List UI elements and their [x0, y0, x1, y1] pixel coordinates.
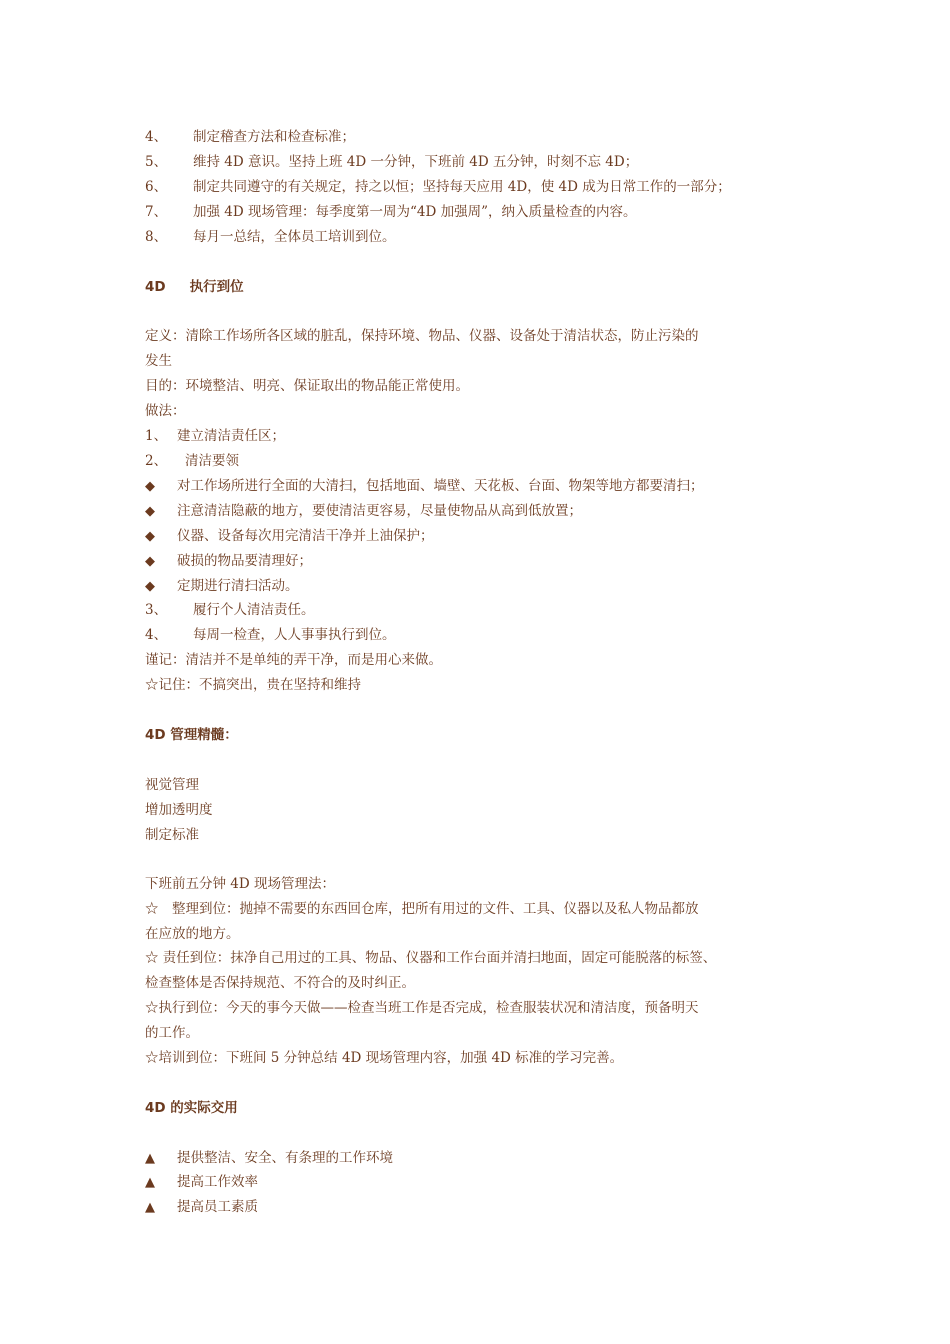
step-item: [145, 601, 315, 619]
list-number: 6、: [145, 179, 168, 195]
step-item: [145, 452, 239, 470]
usage-item: [145, 1149, 393, 1168]
section-heading-execution: [145, 278, 244, 296]
section-heading-usage: 4D 的实际交用: [145, 1100, 238, 1116]
step-item: [145, 626, 396, 644]
list-number: 8、: [145, 229, 168, 245]
bullet-text: 对工作场所进行全面的大清扫，包括地面、墙壁、天花板、台面、物架等地方都要清扫；: [177, 478, 704, 494]
step-text: 建立清洁责任区；: [177, 428, 285, 444]
reminder-line: ☆记住：不搞突出，贵在坚持和维持: [145, 677, 361, 693]
method-paragraph: ☆培训到位：下班间 5 分钟总结 4D 现场管理内容，加强 4D 标准的学习完善。: [145, 1050, 624, 1066]
method-paragraph: ☆执行到位：今天的事今天做——检查当班工作是否完成，检查服装状况和清洁度，预备明天: [145, 1000, 699, 1016]
triangle-bullet-icon: ▲: [145, 1151, 155, 1166]
bullet-text: 破损的物品要清理好；: [177, 553, 312, 569]
step-number: 1、: [145, 428, 168, 444]
essence-item: 增加透明度: [145, 802, 213, 818]
bullet-item: [145, 552, 312, 571]
bullet-item: [145, 502, 582, 521]
essence-item: 制定标准: [145, 827, 199, 843]
list-text: 维持 4D 意识。坚持上班 4D 一分钟，下班前 4D 五分钟，时刻不忘 4D；: [193, 154, 639, 170]
heading-title: 执行到位: [189, 279, 244, 295]
step-number: 4、: [145, 627, 168, 643]
step-number: 2、: [145, 453, 168, 469]
list-item: [145, 128, 355, 146]
step-text: 每周一检查，人人事事执行到位。: [193, 627, 396, 643]
diamond-bullet-icon: ◆: [145, 504, 155, 519]
list-number: 7、: [145, 204, 168, 220]
usage-text: 提高员工素质: [177, 1199, 258, 1215]
list-item: [145, 203, 637, 221]
list-item: [145, 228, 396, 246]
triangle-bullet-icon: ▲: [145, 1175, 155, 1190]
list-number: 5、: [145, 154, 168, 170]
list-item: [145, 178, 731, 196]
usage-item: [145, 1198, 258, 1217]
list-item: [145, 153, 638, 171]
triangle-bullet-icon: ▲: [145, 1200, 155, 1215]
method-intro: 下班前五分钟 4D 现场管理法：: [145, 876, 335, 892]
bullet-text: 注意清洁隐蔽的地方，要使清洁更容易，尽量使物品从高到低放置；: [177, 503, 582, 519]
definition-line: 定义：清除工作场所各区域的脏乱，保持环境、物品、仪器、设备处于清洁状态，防止污染的: [145, 328, 699, 344]
method-paragraph-cont: 在应放的地方。: [145, 926, 240, 942]
method-paragraph-cont: 的工作。: [145, 1025, 199, 1041]
step-text: 清洁要领: [185, 453, 239, 469]
list-text: 制定稽查方法和检查标准；: [193, 129, 355, 145]
diamond-bullet-icon: ◆: [145, 554, 155, 569]
method-paragraph-cont: 检查整体是否保持规范、不符合的及时纠正。: [145, 975, 415, 991]
list-text: 制定共同遵守的有关规定，持之以恒；坚持每天应用 4D，使 4D 成为日常工作的一部分；: [193, 179, 731, 195]
section-heading-essence: 4D 管理精髓：: [145, 727, 238, 743]
bullet-item: [145, 477, 704, 496]
diamond-bullet-icon: ◆: [145, 529, 155, 544]
usage-item: [145, 1173, 258, 1192]
list-text: 每月一总结，全体员工培训到位。: [193, 229, 396, 245]
step-number: 3、: [145, 602, 168, 618]
method-label: 做法：: [145, 403, 186, 419]
usage-text: 提高工作效率: [177, 1174, 258, 1190]
list-number: 4、: [145, 129, 168, 145]
method-paragraph: ☆ 责任到位：抹净自己用过的工具、物品、仪器和工作台面并清扫地面，固定可能脱落的标签、: [145, 950, 717, 966]
definition-line-cont: 发生: [145, 353, 172, 369]
bullet-item: [145, 527, 434, 546]
bullet-text: 仪器、设备每次用完清洁干净并上油保护；: [177, 528, 434, 544]
method-paragraph: ☆ 整理到位：抛掉不需要的东西回仓库，把所有用过的文件、工具、仪器以及私人物品都放: [145, 901, 699, 917]
heading-prefix: 4D: [145, 279, 166, 295]
bullet-text: 定期进行清扫活动。: [177, 578, 299, 594]
diamond-bullet-icon: ◆: [145, 579, 155, 594]
list-text: 加强 4D 现场管理：每季度第一周为“4D 加强周”，纳入质量检查的内容。: [193, 204, 637, 220]
essence-item: 视觉管理: [145, 777, 199, 793]
purpose-line: 目的：环境整洁、明亮、保证取出的物品能正常使用。: [145, 378, 469, 394]
diamond-bullet-icon: ◆: [145, 479, 155, 494]
step-item: [145, 427, 285, 445]
bullet-item: [145, 577, 299, 596]
step-text: 履行个人清洁责任。: [193, 602, 315, 618]
reminder-line: 谨记：清洁并不是单纯的弄干净，而是用心来做。: [145, 652, 442, 668]
usage-text: 提供整洁、安全、有条理的工作环境: [177, 1150, 393, 1166]
